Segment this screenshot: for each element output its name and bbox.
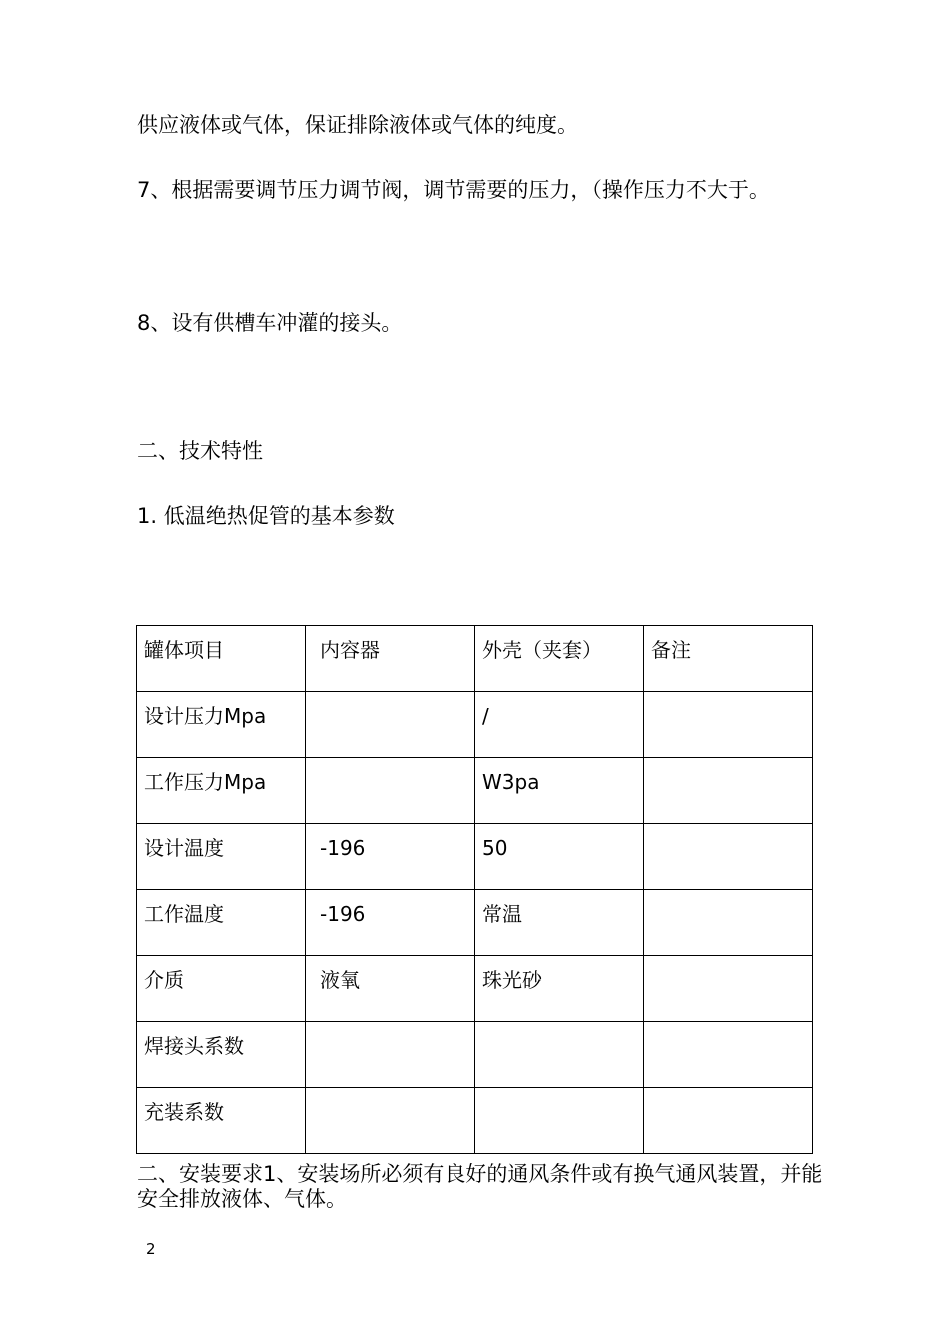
table-cell xyxy=(306,1088,475,1154)
cell-text: 内容器 xyxy=(320,638,380,662)
table-cell xyxy=(644,956,813,1022)
subsection-title-parameters: 1. 低温绝热促管的基本参数 xyxy=(137,504,395,528)
table-cell xyxy=(137,824,306,890)
cell-text: 焊接头系数 xyxy=(144,1034,244,1058)
table-cell xyxy=(475,956,644,1022)
cell-text: -196 xyxy=(320,836,366,860)
table-cell xyxy=(306,890,475,956)
table-cell xyxy=(644,692,813,758)
table-row xyxy=(137,692,813,758)
table-cell xyxy=(306,956,475,1022)
table-cell xyxy=(475,824,644,890)
paragraph-installation: 二、安装要求1、安装场所必须有良好的通风条件或有换气通风装置，并能安全排放液体、气体。 xyxy=(137,1162,823,1211)
table-cell xyxy=(475,692,644,758)
cell-text: 工作温度 xyxy=(144,902,224,926)
cell-text: 50 xyxy=(482,836,508,860)
table-cell xyxy=(644,890,813,956)
table-cell xyxy=(306,692,475,758)
table-cell xyxy=(306,758,475,824)
cell-text xyxy=(313,767,320,778)
table-row xyxy=(137,1022,813,1088)
table-cell xyxy=(137,1088,306,1154)
cell-text: 设计温度 xyxy=(144,836,224,860)
table-cell xyxy=(475,1022,644,1088)
section-title-technical: 二、技术特性 xyxy=(137,439,263,463)
paragraph-purity: 供应液体或气体，保证排除液体或气体的纯度。 xyxy=(137,113,578,137)
table-row xyxy=(137,1088,813,1154)
cell-text: 常温 xyxy=(482,902,522,926)
paragraph-tanker-joint: 8、设有供槽车冲灌的接头。 xyxy=(137,311,403,335)
table-cell xyxy=(306,1022,475,1088)
table-header-row xyxy=(137,626,813,692)
table-header-cell xyxy=(137,626,306,692)
cell-text xyxy=(313,701,320,712)
table-cell xyxy=(644,824,813,890)
table-cell xyxy=(644,758,813,824)
cell-text: 备注 xyxy=(651,638,691,662)
table-row xyxy=(137,824,813,890)
cell-text: -196 xyxy=(320,902,366,926)
table-cell xyxy=(137,890,306,956)
table-header-cell xyxy=(306,626,475,692)
table-row xyxy=(137,956,813,1022)
cell-text: 设计压力Mpa xyxy=(144,704,267,728)
cell-text: 充装系数 xyxy=(144,1100,224,1124)
table-cell xyxy=(644,1088,813,1154)
table-cell xyxy=(306,824,475,890)
table-row xyxy=(137,758,813,824)
table-row xyxy=(137,890,813,956)
cell-text xyxy=(313,1097,320,1108)
paragraph-pressure-valve: 7、根据需要调节压力调节阀，调节需要的压力，（操作压力不大于。 xyxy=(137,178,770,202)
table-cell xyxy=(475,758,644,824)
parameters-table xyxy=(136,625,813,1154)
table-cell xyxy=(475,1088,644,1154)
table-cell xyxy=(644,1022,813,1088)
table-cell xyxy=(137,1022,306,1088)
page-number: 2 xyxy=(146,1240,156,1258)
table-header-cell xyxy=(475,626,644,692)
table-cell xyxy=(137,758,306,824)
cell-text: 工作压力Mpa xyxy=(144,770,267,794)
table-cell xyxy=(137,956,306,1022)
cell-text xyxy=(313,1031,320,1042)
cell-text: 介质 xyxy=(144,968,184,992)
cell-text: / xyxy=(482,704,489,728)
cell-text: 罐体项目 xyxy=(144,638,224,662)
cell-text: W3pa xyxy=(482,770,540,794)
table-header-cell xyxy=(644,626,813,692)
cell-text: 外壳（夹套） xyxy=(482,638,602,662)
cell-text: 珠光砂 xyxy=(482,968,542,992)
cell-text: 液氧 xyxy=(320,968,360,992)
table-cell xyxy=(475,890,644,956)
table-cell xyxy=(137,692,306,758)
